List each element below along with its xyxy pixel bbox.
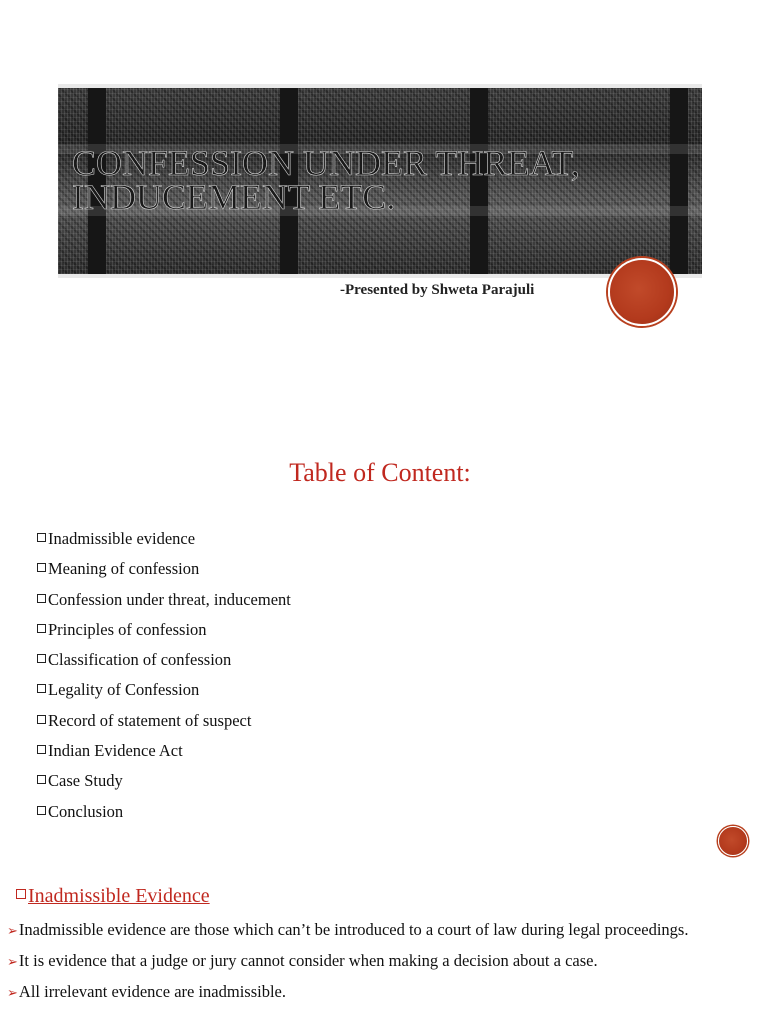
section-heading — [16, 885, 210, 908]
red-circle-icon — [718, 826, 748, 856]
hollow-square-icon — [16, 889, 26, 899]
toc-item-label: Meaning of confession — [48, 559, 200, 579]
red-arrow-bullet-icon: ➢ — [7, 985, 18, 1000]
hollow-square-icon — [37, 715, 46, 724]
toc-list — [37, 528, 291, 831]
list-item — [7, 920, 752, 941]
toc-item — [37, 740, 291, 770]
title-line-1: CONFESSION UNDER THREAT, — [72, 143, 580, 183]
toc-item — [37, 770, 291, 800]
toc-item-label: Conclusion — [48, 801, 124, 821]
toc-item-label: Inadmissible evidence — [48, 529, 196, 548]
toc-item — [37, 710, 291, 740]
hollow-square-icon — [37, 594, 46, 603]
list-item — [7, 951, 752, 972]
red-circle-icon — [608, 258, 676, 326]
title-slide — [0, 0, 768, 340]
title-line-2: INDUCEMENT ETC. — [72, 177, 396, 217]
toc-item — [37, 679, 291, 709]
red-arrow-bullet-icon: ➢ — [7, 923, 18, 938]
hollow-square-icon — [37, 806, 46, 815]
list-item-text: Inadmissible evidence are those which can’t be introduced to a court of law during legal proceedings. — [18, 920, 689, 939]
hollow-square-icon — [37, 654, 46, 663]
hollow-square-icon — [37, 684, 46, 693]
presentation-title — [72, 143, 692, 217]
toc-item-label: Record of statement of suspect — [48, 710, 252, 730]
toc-item-label: Indian Evidence Act — [48, 741, 183, 761]
red-arrow-bullet-icon: ➢ — [7, 954, 18, 969]
toc-item — [37, 528, 291, 558]
hollow-square-icon — [37, 563, 46, 572]
toc-item — [37, 801, 291, 831]
hollow-square-icon — [37, 745, 46, 754]
hollow-square-icon — [37, 624, 46, 633]
presenter-credit: -Presented by Shweta Parajuli — [340, 282, 535, 298]
toc-item-label: Principles of confession — [48, 619, 207, 639]
toc-item-label: Classification of confession — [48, 650, 232, 670]
toc-item-label: Confession under threat, inducement — [48, 589, 291, 609]
section-heading-label: Inadmissible Evidence — [28, 885, 210, 907]
toc-heading: Table of Content: — [289, 458, 471, 487]
toc-item-label: Case Study — [48, 771, 123, 791]
list-item-text: It is evidence that a judge or jury cannot consider when making a decision about a case. — [18, 951, 598, 970]
hollow-square-icon — [37, 533, 46, 542]
hollow-square-icon — [37, 775, 46, 784]
toc-item — [37, 558, 291, 588]
toc-item — [37, 649, 291, 679]
toc-item-label: Legality of Confession — [48, 680, 200, 700]
list-item — [7, 982, 752, 1003]
toc-item — [37, 589, 291, 619]
toc-item — [37, 619, 291, 649]
definition-list — [7, 920, 752, 1013]
list-item-text: All irrelevant evidence are inadmissible. — [18, 982, 287, 1001]
